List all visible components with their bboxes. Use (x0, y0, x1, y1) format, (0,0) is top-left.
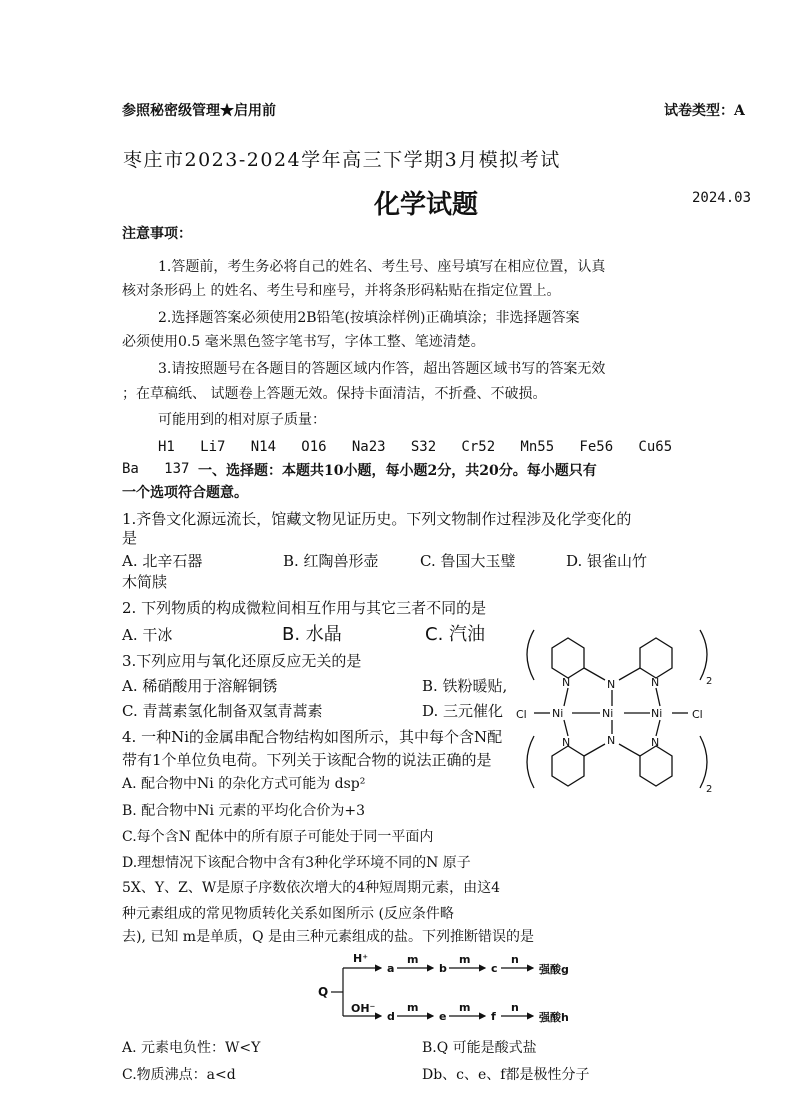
q3-option-b: B. 铁粉暖贴, (422, 677, 508, 695)
reaction-scheme (315, 950, 590, 1032)
n-atom-label: N (607, 734, 616, 747)
scheme-a: a (387, 962, 395, 975)
ring-top-left (552, 638, 584, 678)
scheme-c: c (491, 962, 498, 975)
scheme-m-bottom-2: m (459, 1001, 471, 1014)
q4-option-d: D.理想情况下该配合物中含有3种化学环境不同的N 原子 (122, 855, 471, 871)
scheme-acid-h: 强酸h (539, 1011, 569, 1024)
cl-atom-left: Cl (516, 708, 527, 721)
n-atom-label: N (562, 736, 571, 749)
n-atom-label: N (562, 676, 571, 689)
q1-stem-cont: 是 (122, 529, 138, 547)
scheme-n-top: n (511, 953, 519, 966)
q4-stem: 4. 一种Ni的金属串配合物结构如图所示，其中每个含N配 (122, 728, 503, 746)
notice-item-1-line-1: 1.答题前，考生务必将自己的姓名、考生号、座号填写在相应位置，认真 (158, 259, 606, 275)
q1-stem: 1.齐鲁文化源远流长，馆藏文物见证历史。下列文物制作过程涉及化学变化的 (122, 510, 632, 528)
ni-atom-center: Ni (602, 707, 614, 720)
q3-option-a: A. 稀硝酸用于溶解铜锈 (122, 677, 278, 695)
scheme-d: d (387, 1010, 395, 1023)
q4-option-c: C.每个含N 配体中的所有原子可能处于同一平面内 (122, 829, 434, 845)
q3-stem: 3.下列应用与氧化还原反应无关的是 (122, 652, 362, 670)
notice-item-2-line-2: 必须使用0.5 毫米黑色签字笔书写，字体工整、笔迹清楚。 (122, 334, 485, 350)
paren-top-right (700, 630, 707, 680)
scheme-acid-g: 强酸g (539, 963, 569, 976)
exam-subtitle: 枣庄市2023-2024学年高三下学期3月模拟考试 (123, 149, 561, 171)
n-atom-label: N (607, 678, 616, 691)
ring-bottom-left (552, 746, 584, 786)
n-atom-label: N (651, 736, 660, 749)
notice-heading: 注意事项： (122, 226, 192, 242)
atomic-mass-label: 可能用到的相对原子质量： (158, 412, 326, 428)
scheme-m-top-1: m (407, 953, 419, 966)
notice-item-3-line-1: 3.请按照题号在各题目的答题区域内作答，超出答题区域书写的答案无效 (158, 361, 606, 377)
q5-stem: 5X、Y、Z、W是原子序数依次增大的4种短周期元素，由这4 (122, 880, 501, 896)
secrecy-label: 参照秘密级管理★启用前 (122, 103, 276, 119)
subscript-top: 2 (706, 676, 713, 687)
page-title: 化学试题 (374, 190, 479, 220)
ni-atom-left: Ni (552, 707, 564, 720)
scheme-q: Q (318, 985, 329, 999)
notice-item-1-line-2: 核对条形码上 的姓名、考生号和座号，并将条形码粘贴在指定位置上。 (122, 283, 561, 299)
scheme-n-bottom: n (511, 1001, 519, 1014)
paren-bottom-right (700, 736, 707, 788)
ring-bottom-right (640, 746, 672, 786)
cl-atom-right: Cl (692, 708, 703, 721)
scheme-h-plus: H⁺ (353, 952, 369, 965)
q2-option-b: B. 水晶 (282, 624, 342, 645)
exam-date: 2024.03 (692, 190, 752, 206)
q1-option-d: D. 银雀山竹 (566, 552, 648, 570)
scheme-m-top-2: m (459, 953, 471, 966)
q3-option-c: C. 青蒿素氢化制备双氢青蒿素 (122, 702, 323, 720)
paren-top-left (527, 630, 534, 680)
scheme-e: e (439, 1010, 447, 1023)
q5-option-c: C.物质沸点：a<d (122, 1067, 236, 1083)
notice-item-3-line-2: ；在草稿纸、 试题卷上答题无效。保持卡面清洁，不折叠、不破损。 (122, 386, 547, 402)
nickel-complex-structure (512, 618, 722, 806)
scheme-m-bottom-1: m (407, 1001, 419, 1014)
q1-option-c: C. 鲁国大玉璧 (420, 552, 516, 570)
subscript-bottom: 2 (706, 784, 713, 795)
n-atom-label: N (651, 676, 660, 689)
section-heading-cont: 一个选项符合题意。 (122, 485, 248, 501)
paren-bottom-left (527, 736, 534, 788)
q1-option-a: A. 北辛石器 (122, 552, 203, 570)
scheme-oh-minus: OH⁻ (351, 1002, 376, 1015)
q1-option-d-cont: 木简牍 (122, 573, 168, 591)
ni-atom-right: Ni (651, 707, 663, 720)
q5-stem-cont-1: 种元素组成的常见物质转化关系如图所示 (反应条件略 (122, 906, 454, 922)
q5-option-b: B.Q 可能是酸式盐 (422, 1040, 537, 1056)
ring-top-right (640, 638, 672, 678)
scheme-b: b (439, 962, 447, 975)
atomic-masses: H1 Li7 N14 O16 Na23 S32 Cr52 Mn55 Fe56 Cu65 (158, 439, 673, 455)
q4-option-a: A. 配合物中Ni 的杂化方式可能为 dsp² (122, 776, 366, 792)
q4-option-b: B. 配合物中Ni 元素的平均化合价为+3 (122, 803, 366, 819)
scheme-f: f (491, 1010, 496, 1023)
q4-stem-cont: 带有1个单位负电荷。下列关于该配合物的说法正确的是 (122, 751, 492, 769)
q3-option-d: D. 三元催化 (422, 702, 504, 720)
q2-option-c: C. 汽油 (425, 624, 486, 645)
q5-option-d: Db、c、e、f都是极性分子 (422, 1067, 590, 1083)
q5-option-a: A. 元素电负性：W<Y (122, 1040, 261, 1056)
q2-stem: 2. 下列物质的构成微粒间相互作用与其它三者不同的是 (122, 599, 487, 617)
q2-option-a: A. 干冰 (122, 626, 173, 644)
notice-item-2-line-1: 2.选择题答案必须使用2B铅笔(按填涂样例)正确填涂；非选择题答案 (158, 310, 580, 326)
q5-stem-cont-2: 去), 已知 m是单质，Q 是由三种元素组成的盐。下列推断错误的是 (122, 929, 535, 945)
section-heading: 一、选择题：本题共10小题，每小题2分，共20分。每小题只有 (198, 463, 597, 479)
paper-type-label: 试卷类型：A (664, 103, 745, 119)
q1-option-b: B. 红陶兽形壶 (283, 552, 379, 570)
atomic-mass-ba: Ba 137 (122, 461, 190, 477)
